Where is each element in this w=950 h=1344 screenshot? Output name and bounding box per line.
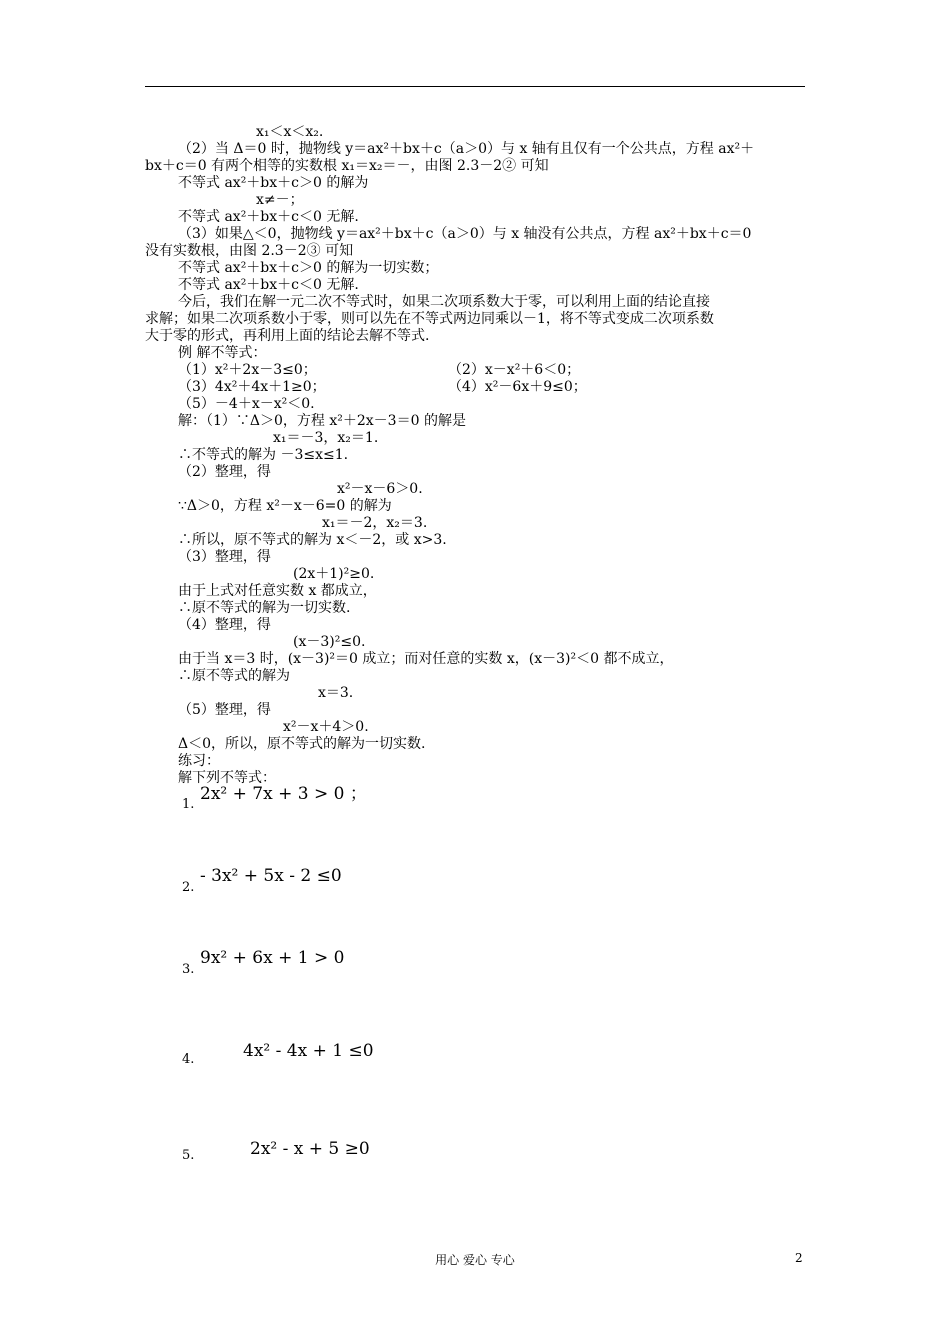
text-line: （2）x－x²＋6＜0； [448,362,581,378]
text-line: 没有实数根，由图 2.3－2③ 可知 [145,243,354,259]
text-line: （3）4x²＋4x＋1≥0； [178,379,326,395]
text-line: 求解；如果二次项系数小于零，则可以先在不等式两边同乘以－1，将不等式变成二次项系数 [145,311,714,327]
text-line: （3）整理，得 [178,549,271,565]
text-line: 大于零的形式，再利用上面的结论去解不等式. [145,328,430,344]
text-line: 不等式 ax²＋bx＋c＞0 的解为 [178,175,369,191]
exercise-expression: 2x² - x + 5 ≥0 [250,1139,370,1159]
page-footer: 用心 爱心 专心 [435,1253,515,1267]
text-line: 解：（1）∵Δ＞0，方程 x²＋2x－3＝0 的解是 [178,413,466,429]
text-line: 今后，我们在解一元二次不等式时，如果二次项系数大于零，可以利用上面的结论直接 [178,294,710,310]
text-line: （4）整理，得 [178,617,271,633]
header-rule [145,86,805,87]
exercise-expression: - 3x² + 5x - 2 ≤0 [200,866,342,886]
exercise-number: 2. [182,880,195,895]
text-line: x＝3. [318,685,354,701]
text-line: 不等式 ax²＋bx＋c＜0 无解. [178,277,359,293]
text-line: （2）整理，得 [178,464,271,480]
text-line: 解下列不等式： [178,770,276,786]
text-line: ∴原不等式的解为 [178,668,290,684]
exercise-expression: 2x² + 7x + 3 > 0 ； [200,784,367,804]
text-line: 不等式 ax²＋bx＋c＜0 无解. [178,209,359,225]
text-line: （5）－4＋x－x²＜0. [178,396,315,412]
text-line: （3）如果△＜0，抛物线 y＝ax²＋bx＋c（a＞0）与 x 轴没有公共点，方程 ax²＋bx＋c＝0 [178,226,752,242]
text-line: ∵Δ＞0，方程 x²－x－6=0 的解为 [178,498,392,514]
text-line: (2x＋1)²≥0. [293,566,375,582]
text-line: （1）x²＋2x－3≤0； [178,362,317,378]
text-line: ∴不等式的解为 －3≤x≤1. [178,447,349,463]
text-line: x≠－； [256,192,304,208]
exercise-number: 3. [182,962,195,977]
text-line: 由于当 x＝3 时，(x－3)²＝0 成立；而对任意的实数 x，(x－3)²＜0 都不成立， [178,651,674,667]
page-number: 2 [795,1251,803,1265]
text-line: 练习： [178,753,220,769]
text-line: ∴所以，原不等式的解为 x＜－2，或 x>3. [178,532,447,548]
text-line: 由于上式对任意实数 x 都成立， [178,583,377,599]
exercise-expression: 9x² + 6x + 1 > 0 [200,948,345,968]
text-line: 不等式 ax²＋bx＋c＞0 的解为一切实数； [178,260,439,276]
text-line: ∴原不等式的解为一切实数. [178,600,351,616]
text-line: （5）整理，得 [178,702,271,718]
text-line: x₁＝－2，x₂＝3. [322,515,428,531]
text-line: x²－x＋4＞0. [283,719,369,735]
text-line: x₁＝－3，x₂＝1. [273,430,379,446]
text-line: 例 解不等式： [178,345,267,361]
exercise-number: 1. [182,797,195,812]
text-line: （4）x²－6x＋9≤0； [448,379,587,395]
exercise-number: 4. [182,1052,195,1067]
text-line: x₁＜x＜x₂. [256,124,324,140]
text-line: （2）当 Δ＝0 时，抛物线 y＝ax²＋bx＋c（a＞0）与 x 轴有且仅有一个公共点，方程 ax²＋ [178,141,755,157]
exercise-number: 5. [182,1148,195,1163]
text-line: (x－3)²≤0. [293,634,366,650]
text-line: Δ＜0，所以，原不等式的解为一切实数. [178,736,426,752]
text-line: bx＋c＝0 有两个相等的实数根 x₁＝x₂＝－，由图 2.3－2② 可知 [145,158,549,174]
text-line: x²－x－6＞0. [337,481,423,497]
exercise-expression: 4x² - 4x + 1 ≤0 [243,1041,374,1061]
